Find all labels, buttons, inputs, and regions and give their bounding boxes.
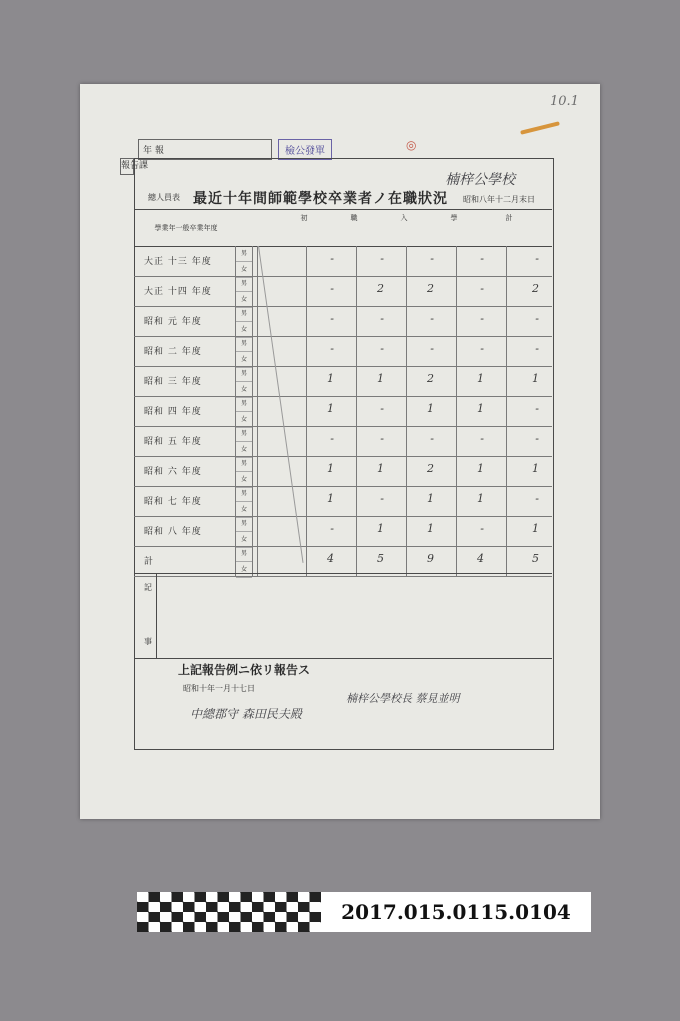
header-col-1: 職 [350, 214, 358, 222]
table-cell: 1 [377, 372, 384, 385]
table-cell: - [330, 522, 334, 535]
column-divider [257, 396, 258, 426]
table-cell: - [480, 252, 484, 265]
table-cell: - [535, 312, 539, 325]
table-cell: 1 [532, 462, 539, 475]
table-cell: 4 [477, 552, 484, 565]
remarks-label-top: 記 [144, 583, 152, 592]
sex-column [235, 426, 253, 456]
sex-label: 男 [236, 336, 252, 352]
row-label: 昭和 六 年度 [144, 467, 202, 477]
header-year: 學業年一般卒業年度 [154, 224, 218, 232]
table-row [134, 426, 552, 457]
sex-label: 男 [236, 366, 252, 382]
header-col-4: 計 [505, 214, 513, 222]
table-cell: 1 [477, 372, 484, 385]
column-divider [257, 546, 258, 576]
header-col-2: 入 [400, 214, 408, 222]
table-cell: 1 [427, 492, 434, 505]
table-cell: 1 [327, 372, 334, 385]
table-cell: 1 [377, 522, 384, 535]
table-cell: 1 [477, 402, 484, 415]
table-cell: - [535, 252, 539, 265]
row-label: 大正 十三 年度 [144, 257, 212, 267]
row-label: 昭和 元 年度 [144, 317, 202, 327]
title-date: 昭和八年十二月末日 [463, 195, 535, 204]
sex-column [235, 396, 253, 426]
column-divider [257, 426, 258, 456]
sex-label: 女 [236, 292, 252, 308]
table-cell: - [430, 342, 434, 355]
table-cell: - [535, 492, 539, 505]
column-divider [257, 486, 258, 516]
table-cell: - [480, 312, 484, 325]
table-cell: 1 [327, 492, 334, 505]
table-row [134, 246, 552, 277]
sex-label: 男 [236, 276, 252, 292]
row-label: 昭和 四 年度 [144, 407, 202, 417]
column-divider [257, 306, 258, 336]
sex-column [235, 486, 253, 516]
row-label: 大正 十四 年度 [144, 287, 212, 297]
row-label: 昭和 七 年度 [144, 497, 202, 507]
column-divider [257, 276, 258, 306]
row-label: 昭和 五 年度 [144, 437, 202, 447]
sex-label: 女 [236, 322, 252, 338]
table-cell: 1 [327, 462, 334, 475]
catalog-number: 2017.015.0115.0104 [321, 892, 591, 932]
remarks-area [156, 574, 553, 658]
table-cell: 1 [532, 522, 539, 535]
table-cell: - [380, 402, 384, 415]
table-cell: - [430, 432, 434, 445]
column-divider [257, 366, 258, 396]
table-cell: 1 [327, 402, 334, 415]
checker-scale-bar [137, 892, 321, 932]
year-box [138, 139, 272, 160]
table-cell: - [430, 312, 434, 325]
table-cell: - [430, 252, 434, 265]
sex-column [235, 516, 253, 546]
title-sub: 總人員表 [148, 193, 180, 202]
sex-label: 男 [236, 516, 252, 532]
sex-column [235, 276, 253, 306]
sex-label: 女 [236, 412, 252, 428]
table-cell: - [535, 342, 539, 355]
table-cell: - [330, 252, 334, 265]
sex-label: 男 [236, 396, 252, 412]
school-name: 楠梓公學校 [445, 172, 515, 188]
sex-column [235, 246, 253, 276]
sex-label: 男 [236, 546, 252, 562]
table-cell: - [330, 282, 334, 295]
table-cell: 2 [377, 282, 384, 295]
column-divider [257, 516, 258, 546]
table-header [134, 209, 552, 247]
table-row [134, 516, 552, 547]
sex-label: 女 [236, 502, 252, 518]
table-row [134, 396, 552, 427]
sex-label: 男 [236, 306, 252, 322]
sex-label: 女 [236, 352, 252, 368]
red-seal-mark: ◎ [406, 138, 417, 152]
table-cell: 2 [427, 282, 434, 295]
table-cell: - [480, 342, 484, 355]
sex-label: 女 [236, 442, 252, 458]
table-cell: - [330, 432, 334, 445]
sex-column [235, 366, 253, 396]
table-cell: 1 [532, 372, 539, 385]
side-label: 報告課 [120, 158, 134, 175]
table-cell: - [535, 402, 539, 415]
table-row [134, 366, 552, 397]
table-cell: 1 [427, 402, 434, 415]
table-cell: - [330, 342, 334, 355]
sex-label: 男 [236, 246, 252, 262]
table-cell: 2 [427, 462, 434, 475]
office-stamp: 檢公發單 [278, 139, 332, 160]
table-cell: 4 [327, 552, 334, 565]
table-cell: - [480, 522, 484, 535]
row-label: 昭和 三 年度 [144, 377, 202, 387]
principal-signature: 楠梓公學校長 蔡見並明 [346, 692, 460, 705]
remarks-box [134, 573, 552, 659]
sex-label: 女 [236, 262, 252, 278]
sex-label: 女 [236, 562, 252, 578]
table-cell: - [380, 252, 384, 265]
table-row [134, 486, 552, 517]
header-col-3: 學 [450, 214, 458, 222]
table-cell: 2 [532, 282, 539, 295]
table-cell: - [330, 312, 334, 325]
report-line: 上記報告例ニ依リ報告ス [178, 663, 311, 677]
table-cell: - [480, 282, 484, 295]
table-cell: 1 [427, 522, 434, 535]
column-divider [257, 456, 258, 486]
sex-label: 女 [236, 532, 252, 548]
table-cell: 1 [477, 492, 484, 505]
row-label: 昭和 八 年度 [144, 527, 202, 537]
sex-label: 男 [236, 486, 252, 502]
sex-label: 女 [236, 472, 252, 488]
table-cell: 9 [427, 552, 434, 565]
table-cell: - [480, 432, 484, 445]
sex-column [235, 546, 253, 576]
table-row [134, 456, 552, 487]
form-title: 最近十年間師範學校卒業者ノ在職狀況 [193, 191, 448, 207]
sex-column [235, 456, 253, 486]
year-label: 年 報 [143, 146, 164, 156]
row-label: 昭和 二 年度 [144, 347, 202, 357]
addressee: 中總郡守 森田民夫殿 [190, 707, 302, 721]
sex-label: 女 [236, 382, 252, 398]
table-cell: - [380, 492, 384, 505]
sex-column [235, 306, 253, 336]
table-cell: 5 [532, 552, 539, 565]
table-cell: - [380, 432, 384, 445]
table-cell: 1 [477, 462, 484, 475]
sex-label: 男 [236, 456, 252, 472]
table-cell: 5 [377, 552, 384, 565]
report-date: 昭和十年一月十七日 [183, 684, 255, 693]
table-row [134, 336, 552, 367]
row-label: 計 [144, 557, 155, 567]
corner-note: 10.1 [550, 94, 579, 109]
table-cell: - [380, 312, 384, 325]
table-cell: - [535, 432, 539, 445]
column-divider [257, 336, 258, 366]
remarks-label-bottom: 事 [144, 637, 152, 646]
header-col-0: 初 [300, 214, 308, 222]
table-row [134, 306, 552, 337]
table-cell: 1 [377, 462, 384, 475]
table-cell: - [380, 342, 384, 355]
table-cell: 2 [427, 372, 434, 385]
table-row [134, 276, 552, 307]
sex-label: 男 [236, 426, 252, 442]
sex-column [235, 336, 253, 366]
